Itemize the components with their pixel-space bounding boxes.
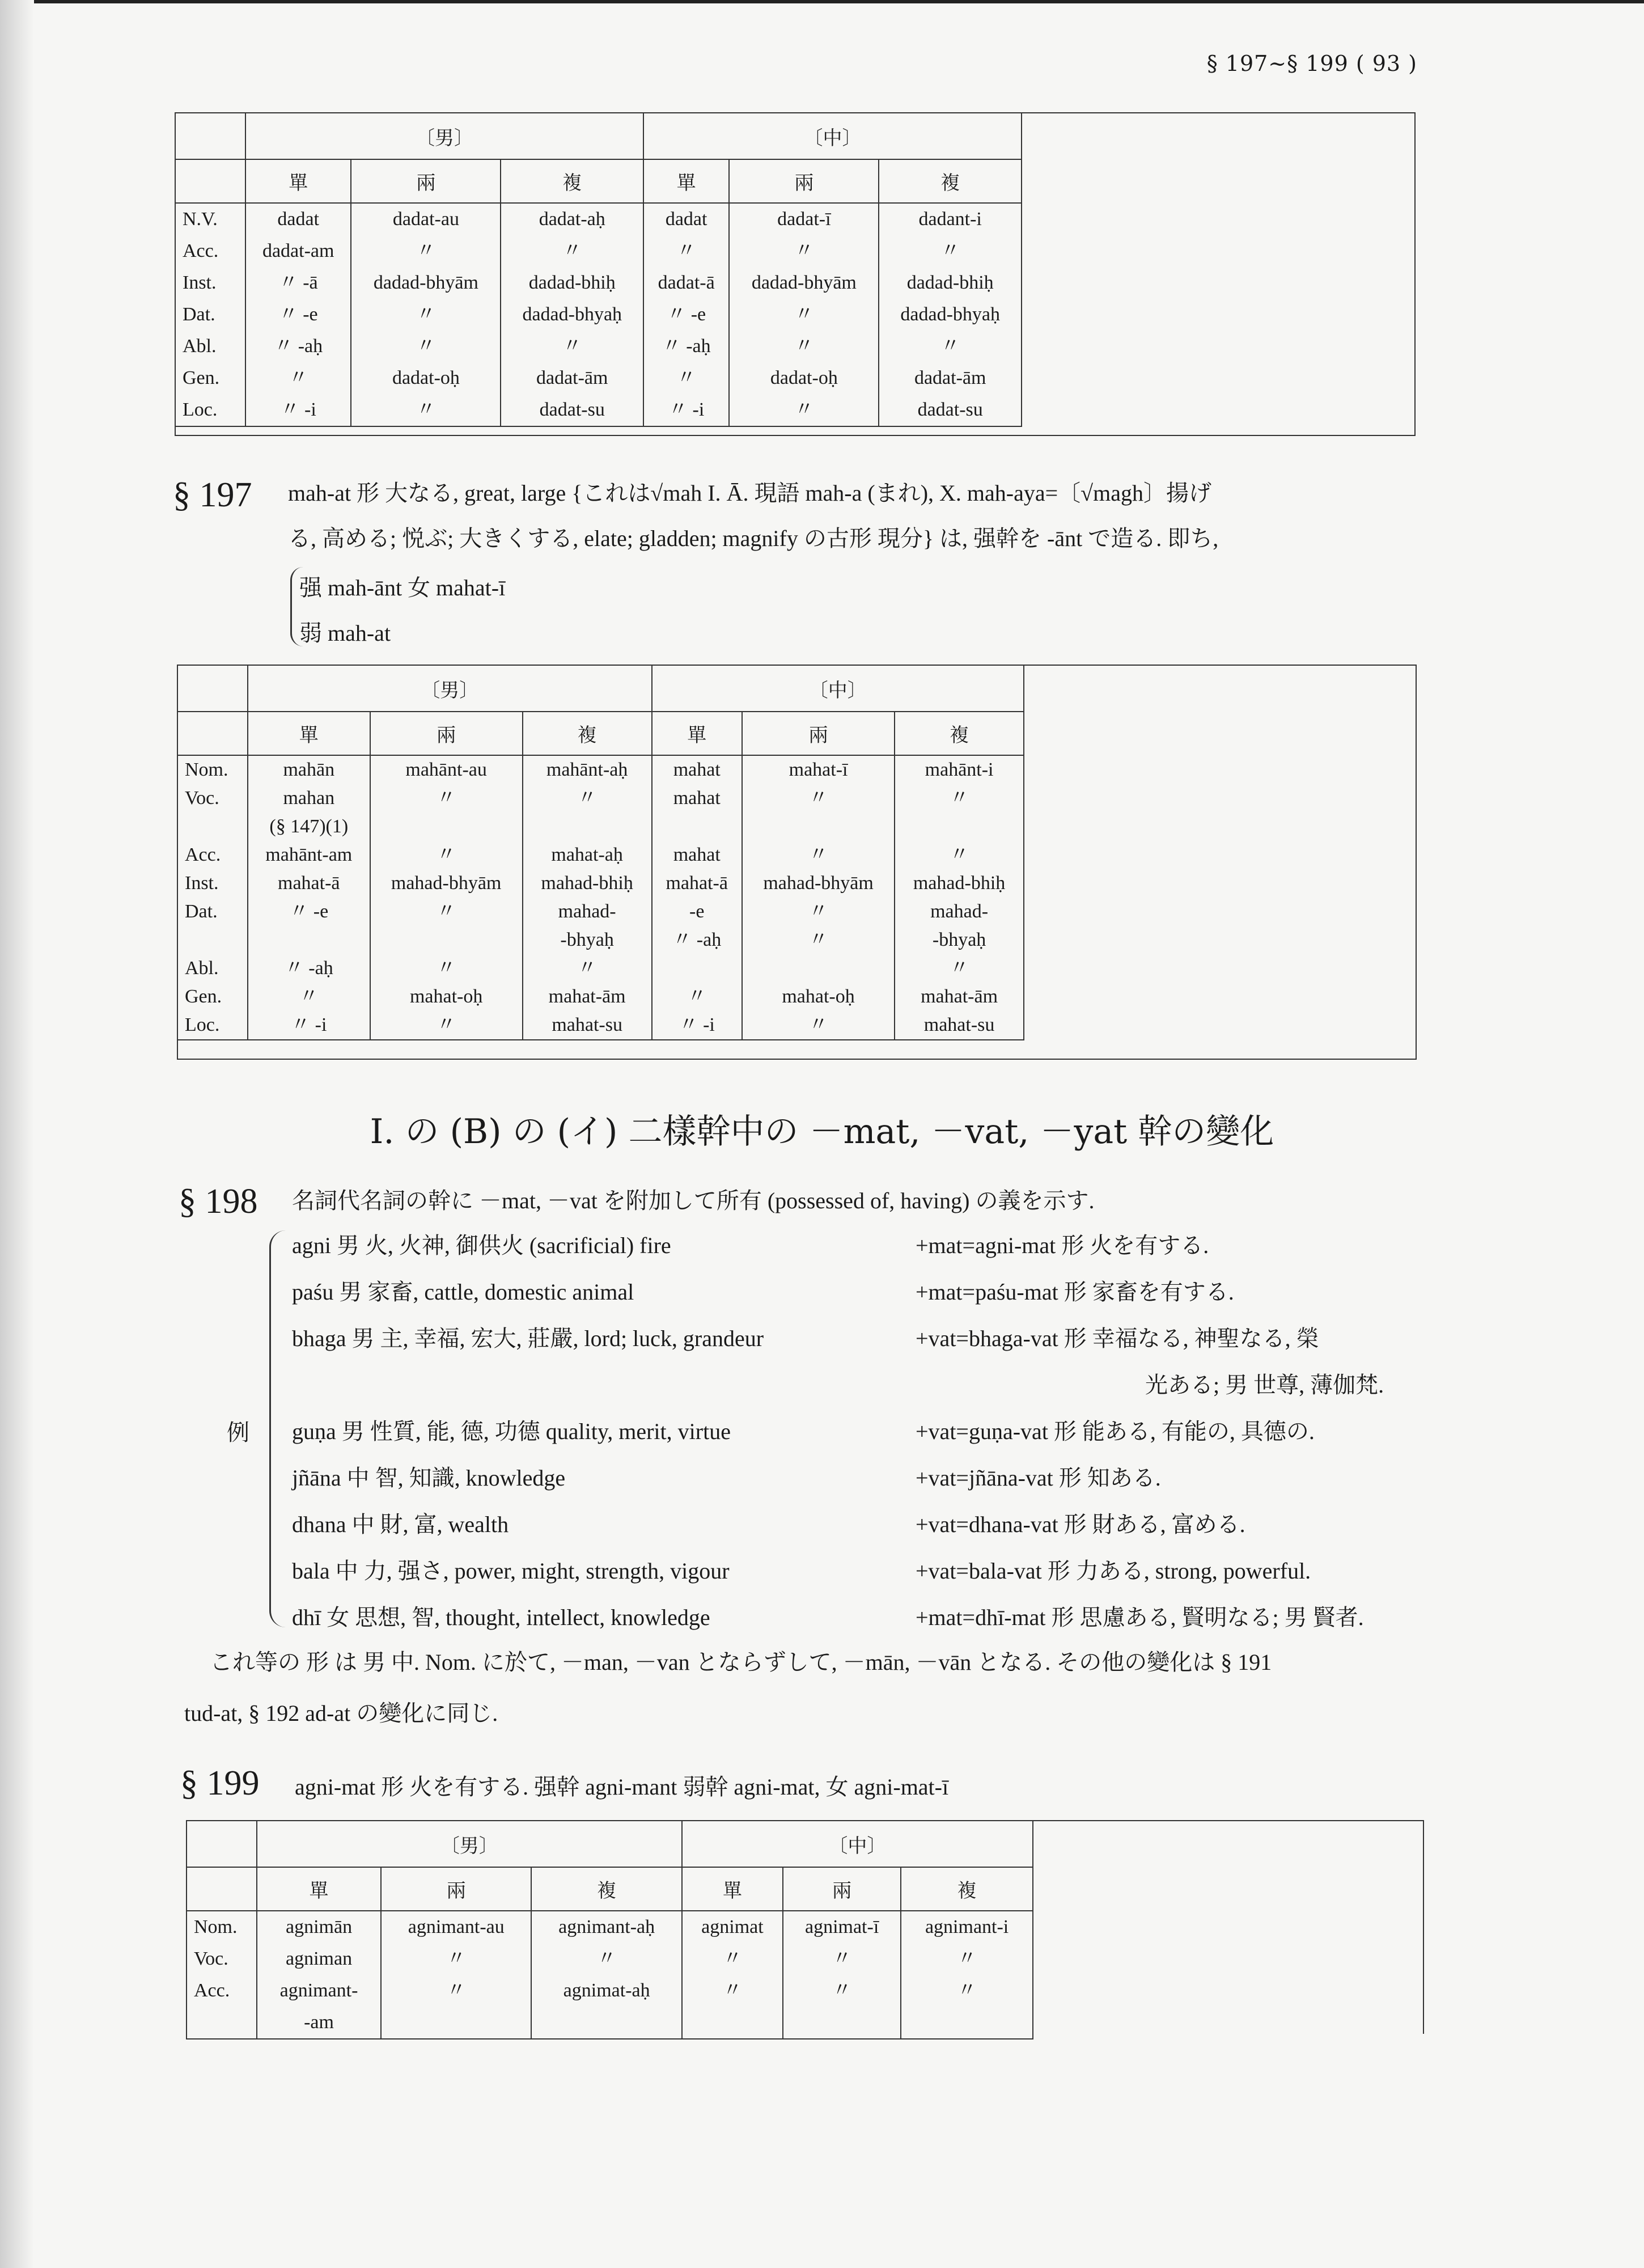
- table-cell: 〃 -aḥ: [643, 331, 729, 362]
- table-cell: 〃 -aḥ: [248, 954, 370, 983]
- number-header: 單: [248, 712, 370, 755]
- number-header: 兩: [381, 1867, 531, 1911]
- table-cell: dadat-aḥ: [501, 203, 643, 235]
- table-cell: dadat-ām: [501, 362, 643, 394]
- table-cell: agnimant-aḥ: [531, 1911, 681, 1943]
- number-header: 兩: [742, 712, 895, 755]
- table-cell: agnimant-: [257, 1975, 381, 2007]
- case-label: Gen.: [177, 983, 248, 1011]
- table-row: [187, 1911, 1033, 1943]
- table-cell: dadad-bhiḥ: [501, 267, 643, 299]
- neuter-header: 〔中〕: [682, 1821, 1033, 1867]
- table-cell: [652, 954, 742, 983]
- table-cell: dadad-bhyaḥ: [879, 299, 1022, 331]
- section-198-note-1: これ等の 形 は 男 中. Nom. に於て, －man, －van とならずして, －mān, －vān となる. その他の變化は § 191: [210, 1649, 1272, 1675]
- table-cell: [652, 813, 742, 841]
- example-word: dhana 中 財, 富, wealth: [292, 1512, 509, 1537]
- number-header: 複: [895, 712, 1024, 755]
- table-row: [175, 394, 1022, 426]
- case-label: [187, 2007, 257, 2039]
- table-cell: dadad-bhyām: [351, 267, 501, 299]
- table-row: [175, 299, 1022, 331]
- table-cell: (§ 147)(1): [248, 813, 370, 841]
- table-cell: 〃 -e: [245, 299, 351, 331]
- example-word: bhaga 男 主, 幸福, 宏大, 莊嚴, lord; luck, grandeur: [292, 1326, 764, 1351]
- table-cell: mahad-bhiḥ: [523, 869, 652, 898]
- section-199-number: § 199: [180, 1764, 260, 1802]
- case-label: [177, 926, 248, 954]
- table-cell: [370, 926, 523, 954]
- table-cell: 〃 -e: [248, 898, 370, 926]
- table-cell: dadat: [245, 203, 351, 235]
- table-row: [177, 1011, 1024, 1040]
- table-cell: 〃: [682, 1975, 783, 2007]
- case-label: Inst.: [175, 267, 245, 299]
- table-row: [177, 926, 1024, 954]
- table-cell: dadat-au: [351, 203, 501, 235]
- case-label: Loc.: [175, 394, 245, 426]
- table-cell: agnimat: [682, 1911, 783, 1943]
- example-derivative: +mat=agni-mat 形 火を有する.: [916, 1233, 1209, 1258]
- section-199-line: agni-mat 形 火を有する. 强幹 agni-mant 弱幹 agni-mat, 女 agni-mat-ī: [295, 1774, 949, 1800]
- table-row: [177, 813, 1024, 841]
- table-cell: mahat-su: [523, 1011, 652, 1040]
- table-cell: [370, 813, 523, 841]
- corner-cell: [187, 1821, 257, 1867]
- example-brace: [269, 1230, 286, 1627]
- table-cell: 〃: [783, 1975, 901, 2007]
- table-cell: mahad-: [523, 898, 652, 926]
- table-cell: 〃: [901, 1943, 1033, 1975]
- weak-stem: 弱 mah-at: [299, 620, 391, 646]
- number-header: 單: [245, 159, 351, 203]
- example-derivative: +mat=paśu-mat 形 家畜を有する.: [916, 1279, 1234, 1305]
- example-derivative: 光ある; 男 世尊, 薄伽梵.: [1145, 1372, 1384, 1398]
- table-cell: 〃: [523, 954, 652, 983]
- table-row: [177, 954, 1024, 983]
- case-label: Dat.: [175, 299, 245, 331]
- table-cell: dadad-bhyām: [729, 267, 879, 299]
- table-cell: 〃 -i: [643, 394, 729, 426]
- table-cell: 〃: [742, 841, 895, 869]
- number-header: 複: [901, 1867, 1033, 1911]
- table-cell: -am: [257, 2007, 381, 2039]
- table-cell: dadat-su: [501, 394, 643, 426]
- masculine-header: 〔男〕: [245, 113, 643, 159]
- table-row: [175, 235, 1022, 267]
- table-cell: 〃 -i: [245, 394, 351, 426]
- case-label: Voc.: [177, 784, 248, 813]
- table-cell: agnimān: [257, 1911, 381, 1943]
- table-row: [177, 841, 1024, 869]
- table-cell: dadat: [643, 203, 729, 235]
- case-label: Nom.: [187, 1911, 257, 1943]
- table-row: [187, 1975, 1033, 2007]
- table-cell: mahat: [652, 841, 742, 869]
- table-cell: 〃: [879, 331, 1022, 362]
- table-cell: agnimant-au: [381, 1911, 531, 1943]
- number-header: 兩: [783, 1867, 901, 1911]
- case-label: Abl.: [175, 331, 245, 362]
- table-cell: mahat: [652, 784, 742, 813]
- table-cell: 〃: [652, 983, 742, 1011]
- example-derivative: +mat=dhī-mat 形 思慮ある, 賢明なる; 男 賢者.: [916, 1605, 1364, 1630]
- table-cell: 〃 -i: [248, 1011, 370, 1040]
- table-row: [177, 898, 1024, 926]
- example-label: 例: [227, 1420, 249, 1445]
- case-label: Voc.: [187, 1943, 257, 1975]
- table-cell: [742, 954, 895, 983]
- table-cell: 〃: [370, 841, 523, 869]
- table-row: [175, 267, 1022, 299]
- table-cell: dadat-ī: [729, 203, 879, 235]
- table-row: [187, 2007, 1033, 2039]
- strong-stem: 强 mah-ānt 女 mahat-ī: [299, 575, 506, 600]
- example-word: bala 中 力, 强さ, power, might, strength, vigour: [292, 1558, 730, 1584]
- table-cell: dadat-oḥ: [729, 362, 879, 394]
- table-cell: 〃: [742, 784, 895, 813]
- table-cell: [531, 2007, 681, 2039]
- example-derivative: +vat=jñāna-vat 形 知ある.: [916, 1465, 1161, 1491]
- table-cell: mahat-su: [895, 1011, 1024, 1040]
- table-row: [177, 983, 1024, 1011]
- example-derivative: +vat=bala-vat 形 力ある, strong, powerful.: [916, 1558, 1311, 1584]
- section-198-note-2: tud-at, § 192 ad-at の變化に同じ.: [184, 1700, 498, 1726]
- table-row: [175, 203, 1022, 235]
- case-label: Inst.: [177, 869, 248, 898]
- section-197-line-2: る, 高める; 悦ぶ; 大きくする, elate; gladden; magnify の古形 現分} は, 强幹を -ānt で造る. 即ち,: [288, 526, 1219, 551]
- table-cell: 〃: [351, 331, 501, 362]
- corner-cell: [175, 113, 245, 159]
- table-cell: 〃: [381, 1975, 531, 2007]
- table-cell: mahan: [248, 784, 370, 813]
- number-header: 複: [879, 159, 1022, 203]
- table-cell: 〃: [901, 1975, 1033, 2007]
- table-cell: mahānt-au: [370, 755, 523, 784]
- table-cell: mahat-ā: [248, 869, 370, 898]
- table-cell: 〃: [351, 299, 501, 331]
- table-cell: 〃 -ā: [245, 267, 351, 299]
- table-row: [187, 1943, 1033, 1975]
- table-cell: mahad-: [895, 898, 1024, 926]
- table-cell: dadant-i: [879, 203, 1022, 235]
- table-cell: mahānt-am: [248, 841, 370, 869]
- table-cell: mahad-bhyām: [370, 869, 523, 898]
- table-cell: 〃: [742, 1011, 895, 1040]
- table-cell: mahānt-i: [895, 755, 1024, 784]
- case-label: Nom.: [177, 755, 248, 784]
- table-cell: dadat-su: [879, 394, 1022, 426]
- table-cell: mahat-ī: [742, 755, 895, 784]
- table-cell: 〃: [531, 1943, 681, 1975]
- table-cell: 〃: [370, 1011, 523, 1040]
- table-cell: 〃: [742, 898, 895, 926]
- table-cell: 〃: [729, 394, 879, 426]
- section-198-number: § 198: [179, 1182, 258, 1221]
- example-word: paśu 男 家畜, cattle, domestic animal: [292, 1279, 634, 1305]
- running-head: § 197~§ 199 ( 93 ): [1206, 51, 1417, 76]
- number-header: 兩: [351, 159, 501, 203]
- declension-table-mahat: [177, 665, 1024, 1040]
- table-cell: [783, 2007, 901, 2039]
- table-cell: 〃: [783, 1943, 901, 1975]
- table-row: [175, 362, 1022, 394]
- table-cell: mahat: [652, 755, 742, 784]
- table-cell: 〃: [682, 1943, 783, 1975]
- example-derivative: +vat=guṇa-vat 形 能ある, 有能の, 具德の.: [916, 1419, 1315, 1444]
- table-cell: mahat-ām: [895, 983, 1024, 1011]
- masculine-header: 〔男〕: [248, 665, 652, 712]
- table-cell: dadad-bhyaḥ: [501, 299, 643, 331]
- corner-cell: [187, 1867, 257, 1911]
- number-header: 兩: [370, 712, 523, 755]
- table-cell: 〃: [248, 983, 370, 1011]
- table-cell: 〃: [351, 394, 501, 426]
- table-row: [177, 755, 1024, 784]
- table-cell: dadat-am: [245, 235, 351, 267]
- table-cell: mahat-aḥ: [523, 841, 652, 869]
- example-word: dhī 女 思想, 智, thought, intellect, knowledge: [292, 1605, 710, 1630]
- number-header: 複: [523, 712, 652, 755]
- table-cell: mahat-oḥ: [742, 983, 895, 1011]
- case-label: [177, 813, 248, 841]
- number-header: 單: [643, 159, 729, 203]
- table-cell: 〃: [643, 362, 729, 394]
- table-cell: 〃: [370, 954, 523, 983]
- case-label: Dat.: [177, 898, 248, 926]
- case-label: Gen.: [175, 362, 245, 394]
- example-word: agni 男 火, 火神, 御供火 (sacrificial) fire: [292, 1233, 671, 1258]
- case-label: Abl.: [177, 954, 248, 983]
- table-cell: agnimat-ī: [783, 1911, 901, 1943]
- neuter-header: 〔中〕: [652, 665, 1024, 712]
- table-cell: dadat-ā: [643, 267, 729, 299]
- table-cell: -e: [652, 898, 742, 926]
- number-header: 兩: [729, 159, 879, 203]
- table-row: [177, 784, 1024, 813]
- section-197-number: § 197: [173, 476, 252, 514]
- corner-cell: [175, 159, 245, 203]
- table-cell: mahat-oḥ: [370, 983, 523, 1011]
- table-cell: 〃 -aḥ: [245, 331, 351, 362]
- section-197-line-1: mah-at 形 大なる, great, large {これは√mah I. Ā. 現語 mah-a (まれ), X. mah-aya=〔√magh〕揚げ: [288, 480, 1211, 506]
- corner-cell: [177, 665, 248, 712]
- table-cell: 〃 -e: [643, 299, 729, 331]
- case-label: Acc.: [187, 1975, 257, 2007]
- table-cell: [682, 2007, 783, 2039]
- number-header: 複: [501, 159, 643, 203]
- number-header: 單: [257, 1867, 381, 1911]
- table-cell: 〃 -i: [652, 1011, 742, 1040]
- page-top-rule: [0, 0, 1644, 3]
- table-cell: mahān: [248, 755, 370, 784]
- neuter-header: 〔中〕: [643, 113, 1022, 159]
- table-cell: [381, 2007, 531, 2039]
- section-heading: I. の (B) の (イ) 二樣幹中の －mat, －vat, －yat 幹の變化: [370, 1112, 1274, 1152]
- table-cell: dadat-oḥ: [351, 362, 501, 394]
- table-row: [177, 869, 1024, 898]
- table-cell: 〃: [729, 299, 879, 331]
- table-cell: agnimant-i: [901, 1911, 1033, 1943]
- table-cell: mahad-bhyām: [742, 869, 895, 898]
- case-label: Loc.: [177, 1011, 248, 1040]
- table-cell: [523, 813, 652, 841]
- declension-table-dadat: [175, 112, 1022, 427]
- table-cell: -bhyaḥ: [523, 926, 652, 954]
- table-cell: dadat-ām: [879, 362, 1022, 394]
- table-cell: mahad-bhiḥ: [895, 869, 1024, 898]
- case-label: N.V.: [175, 203, 245, 235]
- example-word: guṇa 男 性質, 能, 德, 功德 quality, merit, virtue: [292, 1419, 731, 1444]
- table-cell: 〃: [879, 235, 1022, 267]
- table-cell: [248, 926, 370, 954]
- table-cell: 〃 -aḥ: [652, 926, 742, 954]
- table-cell: 〃: [643, 235, 729, 267]
- number-header: 單: [682, 1867, 783, 1911]
- section-198-intro: 名詞代名詞の幹に －mat, －vat を附加して所有 (possessed of, having) の義を示す.: [292, 1188, 1095, 1213]
- example-word: jñāna 中 智, 知識, knowledge: [292, 1465, 566, 1491]
- table-cell: 〃: [351, 235, 501, 267]
- table-cell: -bhyaḥ: [895, 926, 1024, 954]
- table-cell: mahānt-aḥ: [523, 755, 652, 784]
- table-cell: 〃: [501, 331, 643, 362]
- number-header: 複: [531, 1867, 681, 1911]
- table-cell: mahat-ā: [652, 869, 742, 898]
- table-cell: agnimat-aḥ: [531, 1975, 681, 2007]
- table-cell: dadad-bhiḥ: [879, 267, 1022, 299]
- example-derivative: +vat=dhana-vat 形 財ある, 富める.: [916, 1512, 1245, 1537]
- example-derivative: +vat=bhaga-vat 形 幸福なる, 神聖なる, 榮: [916, 1326, 1319, 1351]
- table-row: [175, 331, 1022, 362]
- table-cell: 〃: [742, 926, 895, 954]
- case-label: Acc.: [177, 841, 248, 869]
- table-cell: [742, 813, 895, 841]
- table-cell: 〃: [895, 954, 1024, 983]
- table-cell: 〃: [729, 331, 879, 362]
- table-cell: 〃: [370, 784, 523, 813]
- table-cell: [901, 2007, 1033, 2039]
- table-cell: 〃: [895, 841, 1024, 869]
- table-cell: 〃: [245, 362, 351, 394]
- table-cell: mahat-ām: [523, 983, 652, 1011]
- table-cell: 〃: [729, 235, 879, 267]
- table-cell: [895, 813, 1024, 841]
- table-cell: 〃: [381, 1943, 531, 1975]
- table-cell: 〃: [523, 784, 652, 813]
- masculine-header: 〔男〕: [257, 1821, 682, 1867]
- table-cell: 〃: [501, 235, 643, 267]
- table-cell: 〃: [370, 898, 523, 926]
- table-cell: agniman: [257, 1943, 381, 1975]
- table-cell: 〃: [895, 784, 1024, 813]
- case-label: Acc.: [175, 235, 245, 267]
- number-header: 單: [652, 712, 742, 755]
- corner-cell: [177, 712, 248, 755]
- declension-table-agnimat: [186, 1820, 1033, 2039]
